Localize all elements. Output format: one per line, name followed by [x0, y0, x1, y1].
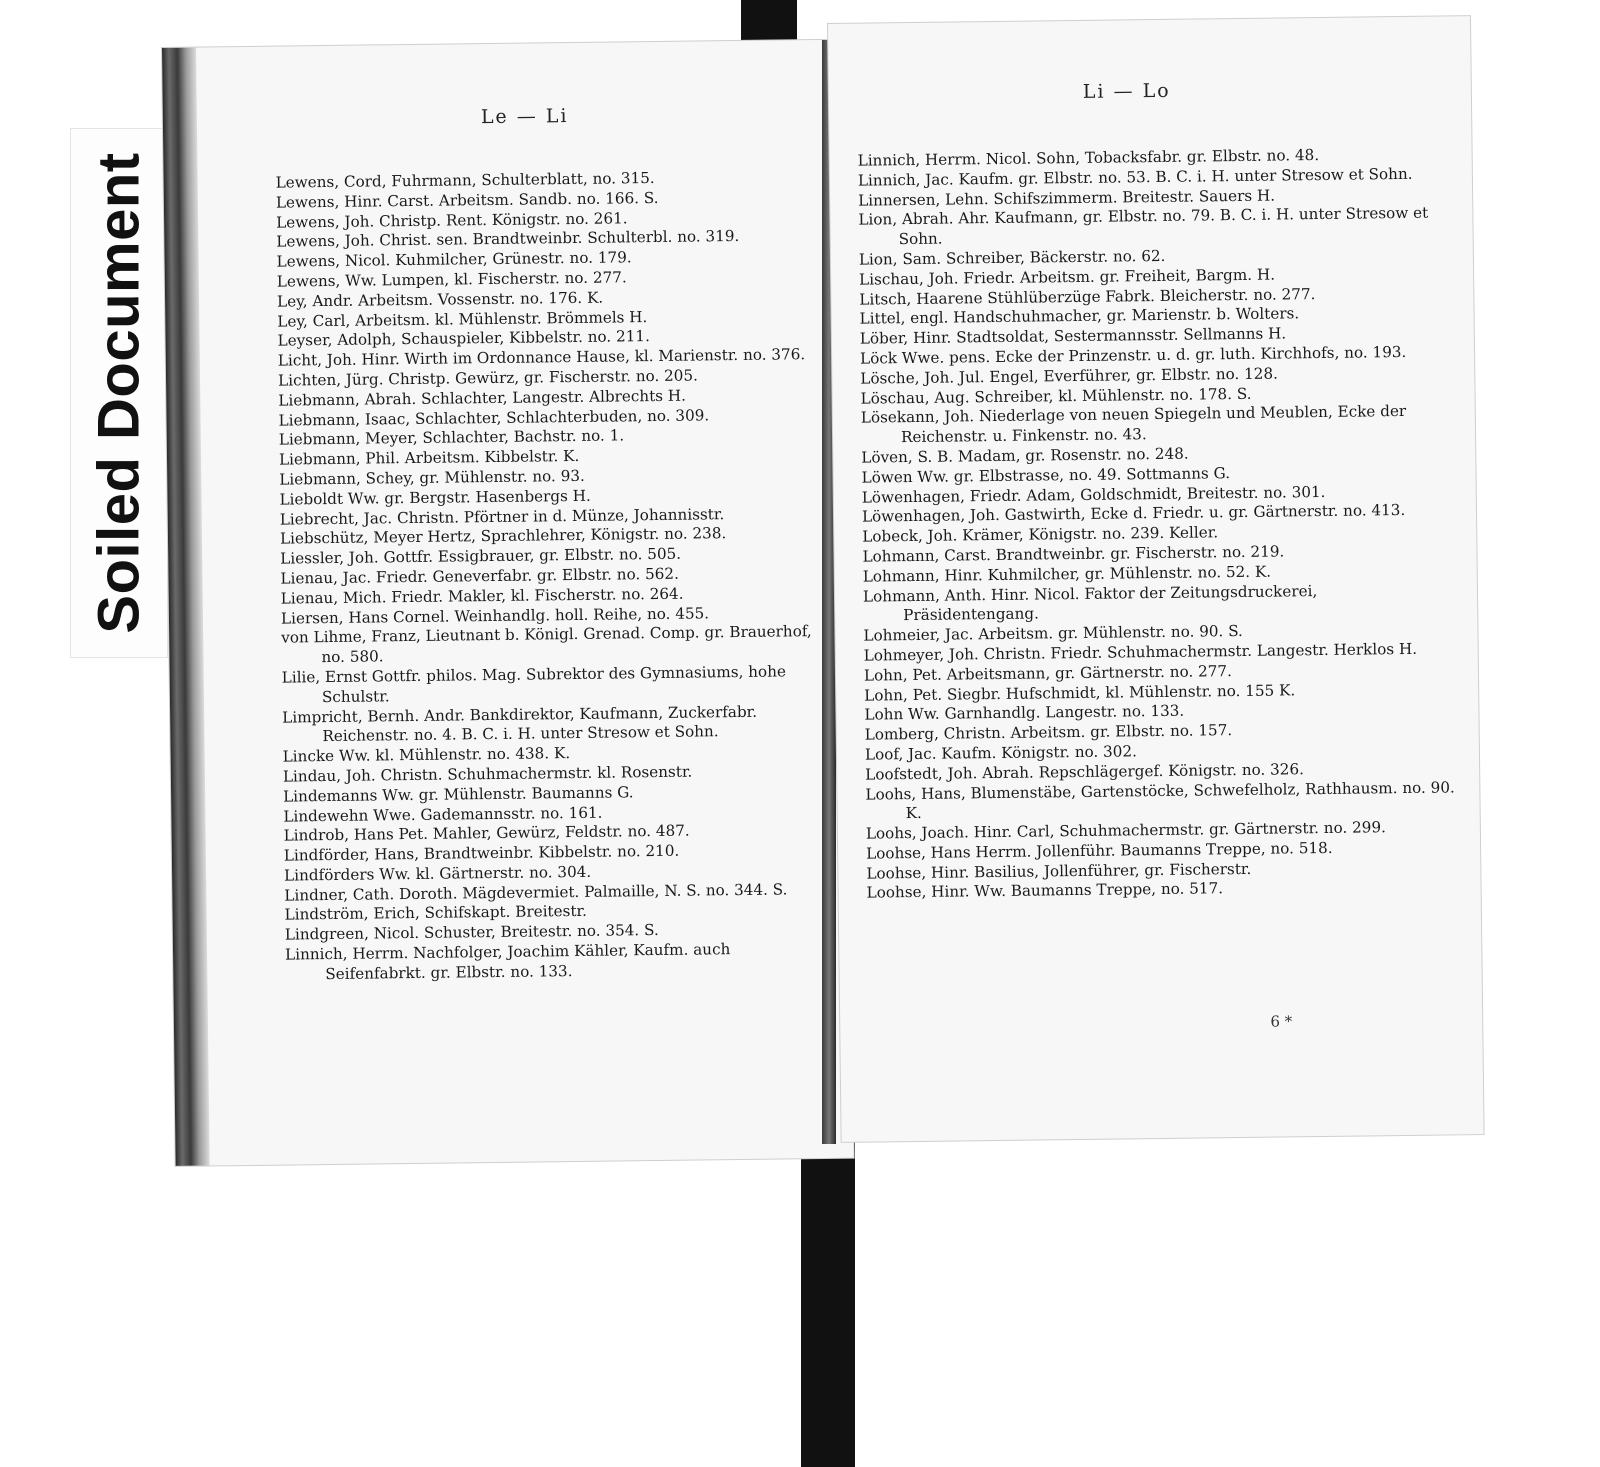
directory-entry: Lohmann, Anth. Hinr. Nicol. Faktor der Zeitungsdruckerei, Präsidentengang.	[862, 581, 1318, 625]
left-page	[162, 40, 854, 1166]
directory-entry: Lilie, Ernst Gottfr. philos. Mag. Subrektor des Gymnasiums, hohe Schulstr.	[281, 662, 787, 706]
directory-entry: Lindewehn Wwe. Gademannsstr. no. 161.	[283, 803, 603, 826]
left-entry-list	[276, 167, 826, 985]
right-running-head: Li — Lo	[1082, 79, 1171, 103]
directory-entry: Loohs, Hans, Blumenstäbe, Gartenstöcke, Schwefelholz, Rathhausm. no. 90. K.	[865, 777, 1455, 823]
directory-entry: Loohse, Hans Herrm. Jollenführ. Baumanns Treppe, no. 518.	[866, 838, 1333, 863]
soiled-document-stamp	[70, 128, 168, 658]
directory-entry: Limpricht, Bernh. Andr. Bankdirektor, Kaufmann, Zuckerfabr. Reichenstr. no. 4. B. C. i. H. unter Stresow et Sohn.	[282, 702, 758, 746]
directory-entry: Lindström, Erich, Schifskapt. Breitestr.	[284, 902, 588, 925]
directory-entry: Lewens, Joh. Christp. Rent. Königstr. no. 261.	[276, 208, 628, 232]
directory-entry: Ley, Carl, Arbeitsm. kl. Mühlenstr. Brömmels H.	[277, 307, 648, 331]
directory-entry: Litsch, Haarene Stühlüberzüge Fabrk. Bleicherstr. no. 277.	[859, 284, 1316, 309]
directory-entry: Lohmeyer, Joh. Christn. Friedr. Schuhmachermstr. Langestr. Herklos H.	[863, 639, 1418, 665]
directory-entry: Lobeck, Joh. Krämer, Königstr. no. 239. Keller.	[862, 523, 1219, 546]
directory-entry: Loofstedt, Joh. Abrah. Repschlägergef. Königstr. no. 326.	[865, 759, 1304, 784]
directory-entry: Lischau, Joh. Friedr. Arbeitsm. gr. Freiheit, Bargm. H.	[859, 265, 1276, 289]
directory-entry: Lohn, Pet. Siegbr. Hufschmidt, kl. Mühlenstr. no. 155 K.	[864, 680, 1296, 705]
directory-entry: Löschau, Aug. Schreiber, kl. Mühlenstr. no. 178. S.	[860, 384, 1252, 408]
stamp-text: Soiled Document	[86, 152, 152, 634]
directory-entry: Leyser, Adolph, Schauspieler, Kibbelstr. no. 211.	[277, 327, 650, 350]
directory-entry: Lindrob, Hans Pet. Mahler, Gewürz, Feldstr. no. 487.	[283, 821, 690, 845]
directory-entry: Licht, Joh. Hinr. Wirth im Ordonnance Hause, kl. Marienstr. no. 376.	[277, 345, 806, 370]
directory-entry: Lion, Abrah. Ahr. Kaufmann, gr. Elbstr. no. 79. B. C. i. H. unter Stresow et Sohn.	[858, 204, 1429, 249]
right-entry-list	[858, 144, 1457, 903]
directory-entry: Löwenhagen, Joh. Gastwirth, Ecke d. Friedr. u. gr. Gärtnerstr. no. 413.	[861, 501, 1406, 526]
directory-entry: Lindemanns Ww. gr. Mühlenstr. Baumanns G.	[283, 782, 634, 806]
directory-entry: Löck Wwe. pens. Ecke der Prinzenstr. u. d. gr. luth. Kirchhofs, no. 193.	[859, 342, 1407, 368]
right-page	[828, 16, 1484, 1142]
directory-entry: Loohs, Joach. Hinr. Carl, Schuhmachermstr. gr. Gärtnerstr. no. 299.	[865, 818, 1386, 843]
directory-entry: Liebschütz, Meyer Hertz, Sprachlehrer, Königstr. no. 238.	[279, 524, 727, 548]
directory-entry: Liebmann, Phil. Arbeitsm. Kibbelstr. K.	[278, 447, 580, 469]
directory-entry: Liebmann, Abrah. Schlachter, Langestr. Albrechts H.	[278, 386, 687, 410]
directory-entry: Löwen Ww. gr. Elbstrasse, no. 49. Sottmanns G.	[861, 463, 1231, 487]
directory-entry: Lohn, Pet. Arbeitsmann, gr. Gärtnerstr. no. 277.	[863, 661, 1232, 685]
directory-entry: Löven, S. B. Madam, gr. Rosenstr. no. 248.	[861, 444, 1189, 467]
directory-entry: Lohmann, Hinr. Kuhmilcher, gr. Mühlenstr. no. 52. K.	[862, 562, 1272, 586]
signature-mark: 6 *	[1270, 1012, 1293, 1031]
directory-entry: Lindau, Joh. Christn. Schuhmachermstr. kl. Rosenstr.	[282, 762, 693, 786]
directory-entry: Liebrecht, Jac. Christn. Pförtner in d. Münze, Johannisstr.	[279, 504, 725, 529]
directory-entry: Liessler, Joh. Gottfr. Essigbrauer, gr. Elbstr. no. 505.	[280, 544, 682, 568]
directory-entry: Loof, Jac. Kaufm. Königstr. no. 302.	[864, 742, 1138, 764]
directory-entry: Loohse, Hinr. Basilius, Jollenführer, gr. Fischerstr.	[866, 859, 1252, 883]
page-edge-shadow	[162, 48, 210, 1166]
directory-entry: Lieboldt Ww. gr. Bergstr. Hasenbergs H.	[279, 486, 591, 509]
directory-entry: Lindförder, Hans, Brandtweinbr. Kibbelstr. no. 210.	[283, 841, 680, 865]
directory-entry: Lindgreen, Nicol. Schuster, Breitestr. no. 354. S.	[284, 921, 659, 944]
directory-entry: Lewens, Joh. Christ. sen. Brandtweinbr. Schulterbl. no. 319.	[276, 227, 740, 252]
directory-entry: Liebmann, Meyer, Schlachter, Bachstr. no. 1.	[278, 426, 625, 449]
directory-entry: Lincke Ww. kl. Mühlenstr. no. 438. K.	[282, 744, 571, 766]
directory-entry: Littel, engl. Handschuhmacher, gr. Marienstr. b. Wolters.	[859, 304, 1300, 329]
directory-entry: Linnich, Herrm. Nachfolger, Joachim Kähler, Kaufm. auch Seifenfabrkt. gr. Elbstr. no. 133.	[284, 940, 731, 983]
directory-entry: Lösekann, Joh. Niederlage von neuen Spiegeln und Meublen, Ecke der Reichenstr. u. Finkenstr. no. 43.	[860, 402, 1407, 447]
directory-entry: Liebmann, Isaac, Schlachter, Schlachterbuden, no. 309.	[278, 405, 710, 430]
directory-entry: Liebmann, Schey, gr. Mühlenstr. no. 93.	[279, 466, 585, 489]
directory-entry: Lindner, Cath. Doroth. Mägdevermiet. Palmaille, N. S. no. 344. S.	[284, 880, 788, 905]
directory-entry: Löber, Hinr. Stadtsoldat, Sestermannsstr. Sellmanns H.	[859, 324, 1287, 348]
directory-entry: Lohn Ww. Garnhandlg. Langestr. no. 133.	[864, 702, 1185, 724]
directory-entry: Linnersen, Lehn. Schifszimmerm. Breitestr. Sauers H.	[858, 186, 1276, 210]
ribbon-marker-bottom	[801, 1138, 855, 1467]
directory-entry: Lewens, Cord, Fuhrmann, Schulterblatt, no. 315.	[275, 168, 655, 192]
directory-entry: Lösche, Joh. Jul. Engel, Everführer, gr. Elbstr. no. 128.	[860, 364, 1279, 388]
directory-entry: Lindförders Ww. kl. Gärtnerstr. no. 304.	[284, 862, 592, 885]
directory-entry: von Lihme, Franz, Lieutnant b. Königl. Grenad. Comp. gr. Brauerhof, no. 580.	[281, 622, 812, 667]
directory-entry: Linnich, Herrm. Nicol. Sohn, Tobacksfabr. gr. Elbstr. no. 48.	[857, 146, 1320, 170]
directory-entry: Lohmeier, Jac. Arbeitsm. gr. Mühlenstr. no. 90. S.	[863, 622, 1243, 645]
directory-entry: Loohse, Hinr. Ww. Baumanns Treppe, no. 517.	[866, 879, 1224, 903]
directory-entry: Lichten, Jürg. Christp. Gewürz, gr. Fischerstr. no. 205.	[277, 366, 698, 390]
directory-entry: Lomberg, Christn. Arbeitsm. gr. Elbstr. no. 157.	[864, 721, 1233, 744]
directory-entry: Lewens, Hinr. Carst. Arbeitsm. Sandb. no. 166. S.	[275, 188, 659, 212]
directory-entry: Ley, Andr. Arbeitsm. Vossenstr. no. 176. K.	[276, 288, 604, 311]
directory-entry: Liersen, Hans Cornel. Weinhandlg. holl. Reihe, no. 455.	[280, 603, 710, 628]
directory-entry: Lion, Sam. Schreiber, Bäckerstr. no. 62.	[858, 246, 1166, 269]
directory-entry: Löwenhagen, Friedr. Adam, Goldschmidt, Breitestr. no. 301.	[861, 482, 1326, 507]
directory-entry: Lienau, Mich. Friedr. Makler, kl. Fischerstr. no. 264.	[280, 584, 684, 608]
directory-entry: Lohmann, Carst. Brandtweinbr. gr. Fischerstr. no. 219.	[862, 542, 1285, 566]
directory-entry: Linnich, Jac. Kaufm. gr. Elbstr. no. 53. B. C. i. H. unter Stresow et Sohn.	[857, 164, 1413, 190]
directory-entry: Lewens, Ww. Lumpen, kl. Fischerstr. no. 277.	[276, 268, 627, 291]
left-running-head: Le — Li	[480, 105, 569, 129]
directory-entry: Lienau, Jac. Friedr. Geneverfabr. gr. Elbstr. no. 562.	[280, 564, 679, 588]
directory-entry: Lewens, Nicol. Kuhmilcher, Grünestr. no. 179.	[276, 248, 632, 271]
